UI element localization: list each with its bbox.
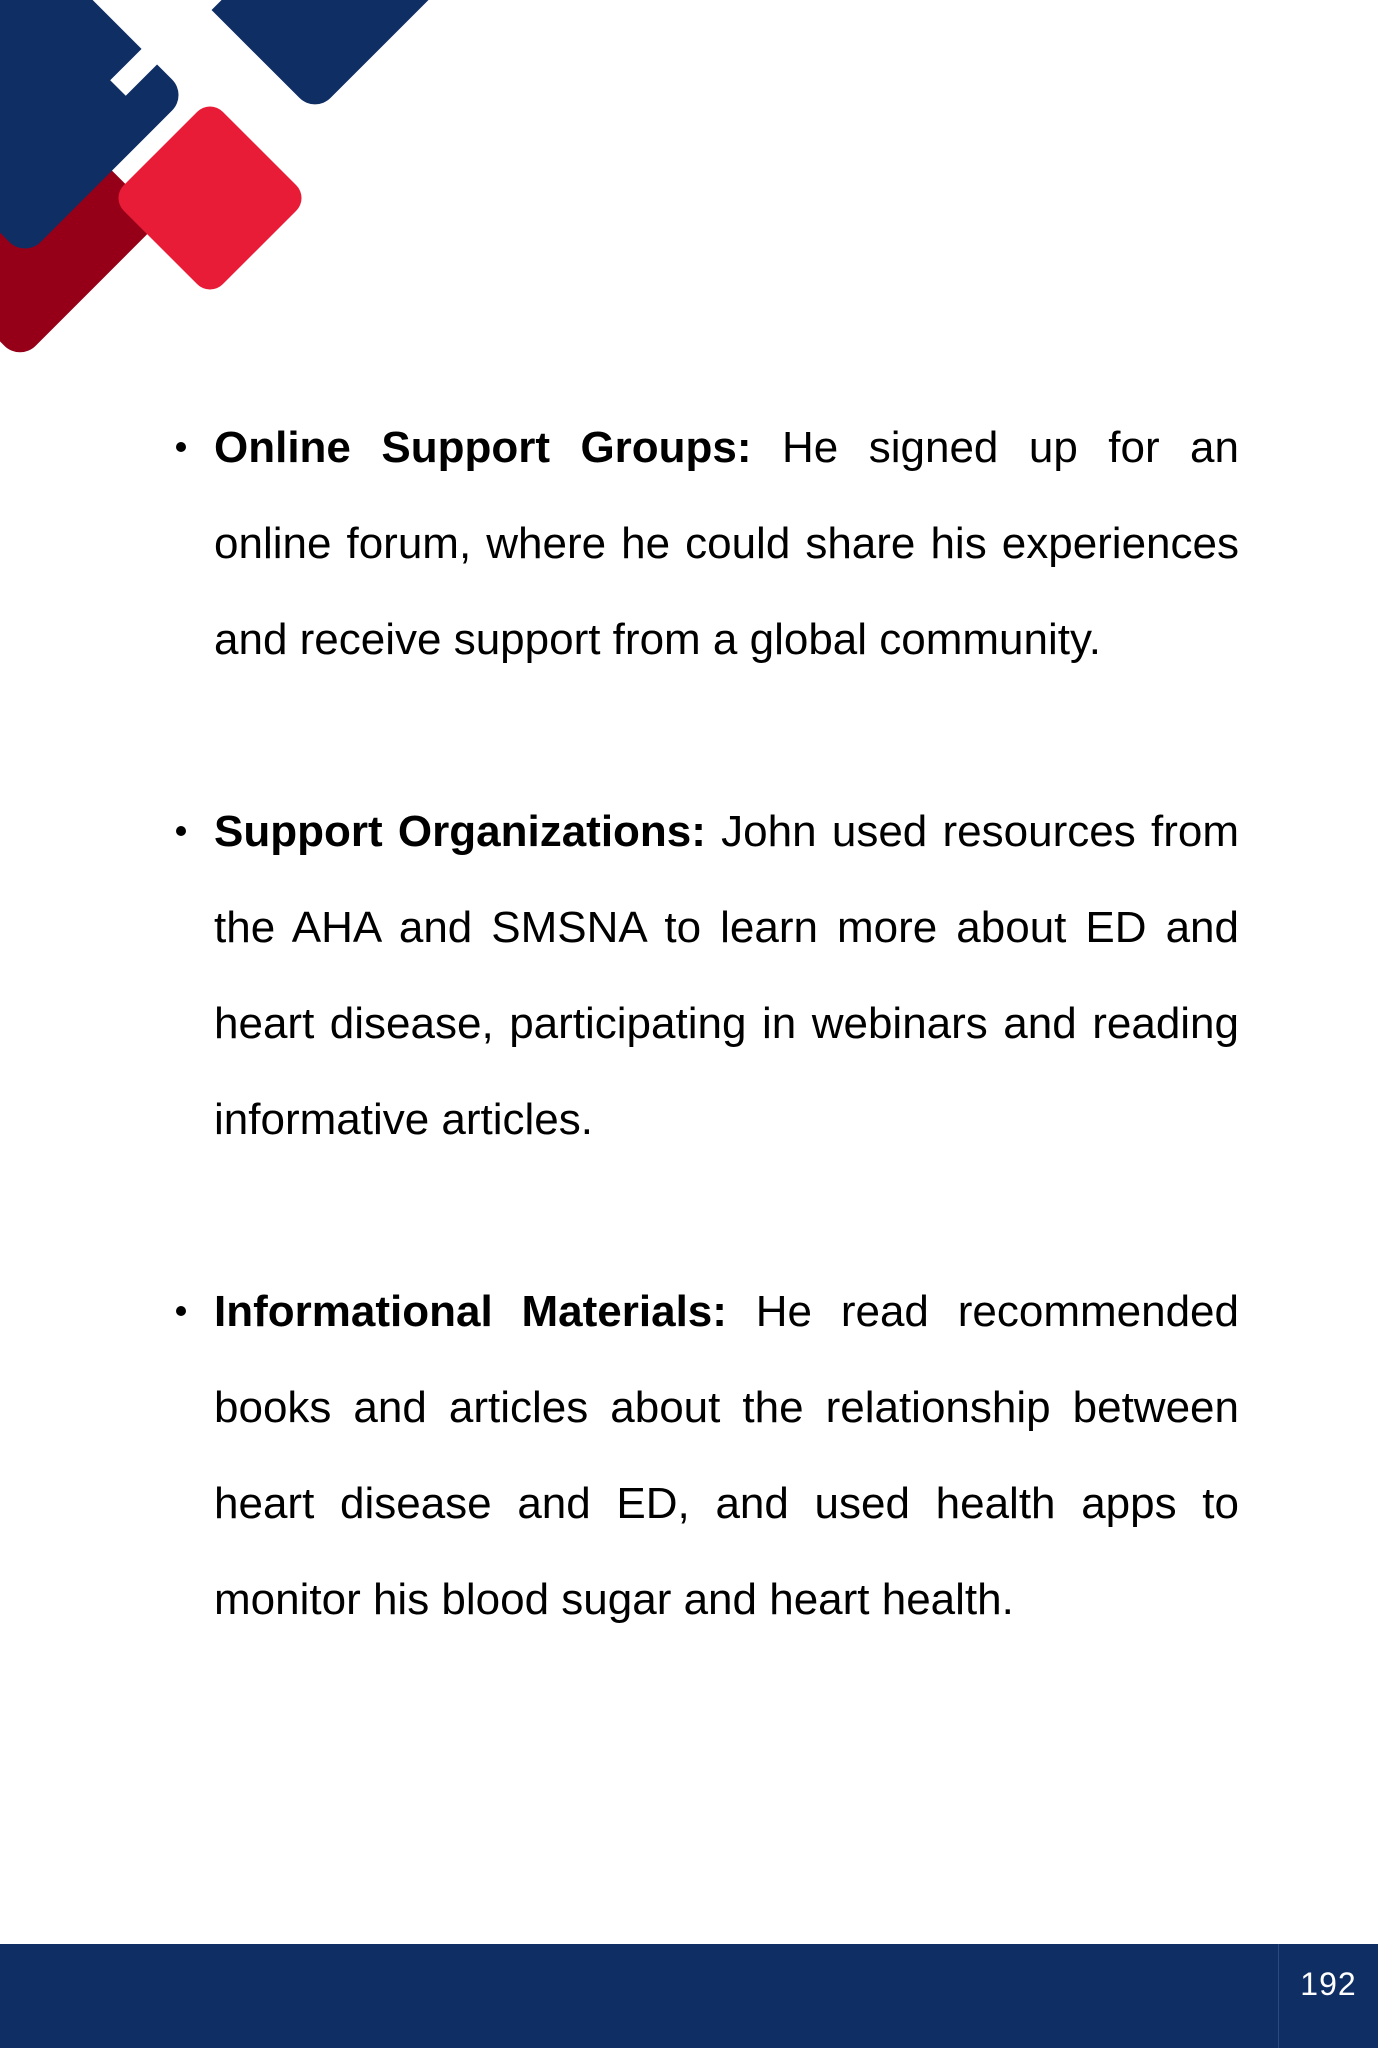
list-item-text: He signed up for an online forum, where he could share his experiences and receive support from a global community. [214,423,1239,664]
page-number: 192 [1300,1966,1357,2002]
list-item-text: He read recommended books and articles about the relationship between heart disease and ED, and used health apps to monitor his blood sugar and heart health. [214,1287,1239,1624]
bullet-list [176,400,1239,1744]
list-item-text: John used resources from the AHA and SMSNA to learn more about ED and heart disease, participating in webinars and reading informative articles. [214,807,1239,1144]
corner-diamond-decoration [0,0,460,420]
list-item-support-organizations [176,784,1239,1168]
list-item-informational-materials [176,1264,1239,1648]
list-item-online-support-groups [176,400,1239,688]
list-item-term: Support Organizations: [214,807,706,856]
list-item-term: Informational Materials: [214,1287,727,1336]
bullet-icon [176,442,186,452]
navy-diamond-top [167,0,460,113]
page-footer-bar [0,1944,1378,2048]
bullet-icon [176,826,186,836]
list-item-term: Online Support Groups: [214,423,752,472]
bullet-icon [176,1306,186,1316]
